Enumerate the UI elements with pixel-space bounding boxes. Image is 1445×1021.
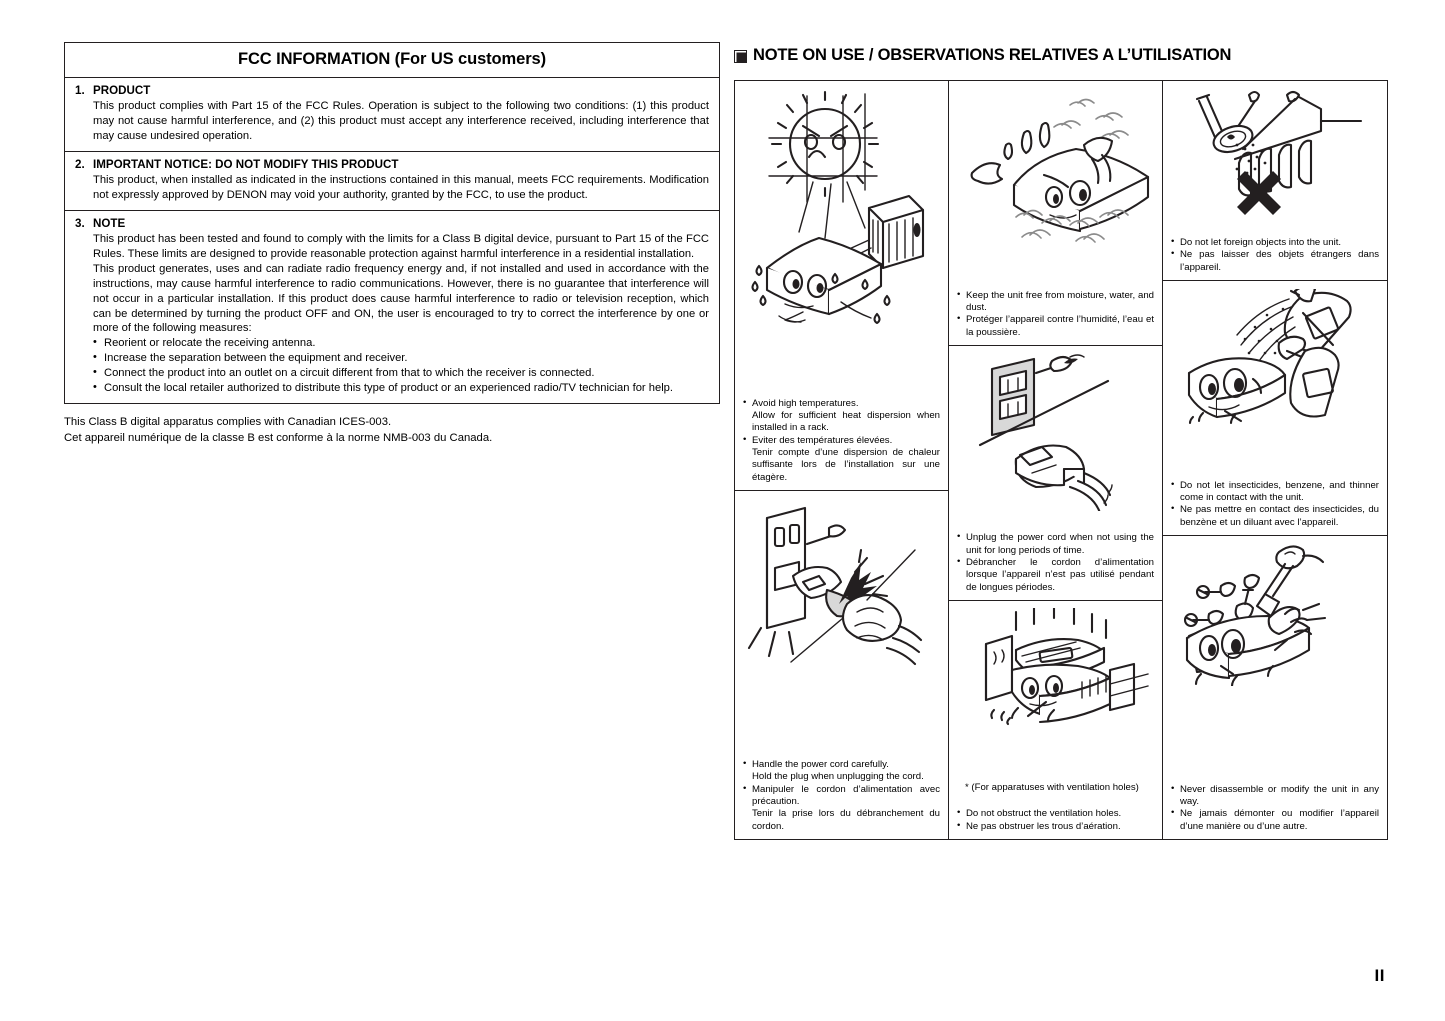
fcc-section-heading [75,158,709,171]
fcc-measures-list [93,336,709,396]
fcc-section-product [65,78,719,152]
list-item: • Consult the local retailer authorized to distribute this type of product or an experienced radio/TV technician for help. [93,381,709,396]
ices-statement-en: This Class B digital apparatus complies with Canadian ICES-003. [64,416,392,428]
fcc-paragraph: This product complies with Part 15 of the FCC Rules. Operation is subject to the following two conditions: (1) this product may not cause harmful interference, and (2) this product must accept any interference received, including interference that may cause undesired operation. [93,100,709,142]
caption-fr: • Protéger l’appareil contre l’humidité, l’eau et la poussière. [957,314,1154,339]
note-caption-foreign-objects [1171,237,1379,274]
caption-fr: • Manipuler le cordon d’alimentation avec précaution. Tenir la prise lors du débranchement du cordon. [743,784,940,833]
note-panel-never-disassemble [1163,536,1387,839]
caption-fr: • Ne pas obstruer les trous d’aération. [957,821,1154,833]
caption-fr: • Débrancher le cordon d’alimentation lorsque l’appareil n’est pas utilisé pendant de longues périodes. [957,557,1154,594]
page-number: II [1374,966,1385,985]
ices-statement-fr: Cet appareil numérique de la classe B est conforme à la norme NMB-003 du Canada. [64,432,493,445]
spray-cans-aimed-at-unit-illustration [1171,287,1379,457]
caption-en: • Handle the power cord carefully. Hold the plug when unplugging the cord. [743,759,940,784]
fcc-section-title: NOTE [93,216,126,230]
note-panel-unplug-power-cord [949,346,1162,601]
caption-en: • Do not obstruct the ventilation holes. [957,808,1154,820]
fcc-section-body [75,173,709,203]
ventilation-star-note: * (For apparatuses with ventilation holes) [965,782,1139,794]
fcc-section-title: PRODUCT [93,84,151,97]
note-panel-high-temperatures [735,81,948,491]
caption-fr-sub: Tenir la prise lors du débranchement du cordon. [752,808,940,832]
fcc-section-title: IMPORTANT NOTICE: DO NOT MODIFY THIS PRODUCT [93,157,399,171]
note-column-2 [949,81,1163,839]
note-caption-handle-power-cord [743,759,940,833]
screwdriver-disassembling-unit-illustration [1171,542,1379,687]
note-on-use-grid [734,80,1388,840]
caption-fr: • Eviter des températures élevées. Tenir compte d’une dispersion de chaleur suffisante lors de l’installation sur une étagère. [743,435,940,484]
caption-en: • Do not let insecticides, benzene, and thinner come in contact with the unit. [1171,480,1379,505]
nails-coins-pins-into-vents-illustration [1171,87,1379,227]
fcc-paragraph: This product has been tested and found to comply with the limits for a Class B digital device, pursuant to Part 15 of the FCC Rules. These limits are designed to provide reasonable protection against harmful interference in a residential installation. [93,232,709,260]
fcc-section-heading [75,84,709,97]
book-blocking-unit-vents-illustration [957,607,1154,727]
caption-fr: • Ne pas laisser des objets étrangers dans l’appareil. [1171,249,1379,274]
caption-en: • Keep the unit free from moisture, water, and dust. [957,290,1154,315]
note-panel-moisture [949,81,1162,346]
sun-heater-melting-unit-illustration [743,87,940,342]
fcc-section-number: 1. [75,84,85,97]
caption-en: • Unplug the power cord when not using the unit for long periods of time. [957,532,1154,557]
fcc-paragraph: This product generates, uses and can radiate radio frequency energy and, if not installed and used in accordance with the instructions, may cause harmful interference to radio communications. However, there is no guarantee that interference will not occur in a particular installation. If this product does cause harmful interference to radio or television reception, which can be determined by turning the product OFF and ON, the user is encouraged to try to correct the interference by one or more of the following measures: [93,262,709,335]
note-column-1 [735,81,949,839]
note-column-3 [1163,81,1387,839]
note-panel-insecticides [1163,281,1387,536]
note-caption-insecticides [1171,480,1379,529]
note-caption-never-disassemble [1171,784,1379,833]
caption-fr: • Ne pas mettre en contact des insecticides, du benzène et un diluant avec l’appareil. [1171,504,1379,529]
note-caption-unplug-power-cord [957,532,1154,594]
caption-fr: • Ne jamais démonter ou modifier l’appareil d’une manière ou d’une autre. [1171,808,1379,833]
caption-en-sub: Hold the plug when unplugging the cord. [752,771,924,783]
caption-en: • Avoid high temperatures. Allow for sufficient heat dispersion when installed in a rack. [743,398,940,435]
fcc-section-heading [75,217,709,230]
fcc-title: FCC INFORMATION (For US customers) [65,43,719,78]
caption-en: • Do not let foreign objects into the unit. [1171,237,1379,249]
list-item: • Connect the product into an outlet on a circuit different from that to which the receiver is connected. [93,366,709,381]
unit-splashed-with-water-illustration [957,87,1154,262]
note-on-use-heading [734,46,1231,65]
fcc-information-box [64,42,720,404]
list-item: • Increase the separation between the equipment and receiver. [93,351,709,366]
note-caption-ventilation-holes [957,782,1154,833]
fcc-section-number: 2. [75,157,85,171]
wall-outlet-with-unplugged-cord-illustration [957,352,1154,512]
note-caption-high-temperatures [743,398,940,484]
caption-fr-sub: Tenir compte d’une dispersion de chaleur suffisante lors de l’installation sur une étagère. [752,447,940,483]
filled-square-bullet-icon [734,50,747,63]
caption-en: • Never disassemble or modify the unit in any way. [1171,784,1379,809]
note-panel-handle-power-cord [735,491,948,839]
note-panel-ventilation-holes [949,601,1162,839]
fcc-section-important-notice [65,152,719,211]
canadian-ices-statement [64,414,724,446]
fcc-paragraph: This product, when installed as indicated in the instructions contained in this manual, meets FCC requirements. Modification not expressly approved by DENON may void your authority, granted by the FCC, to use the product. [93,173,709,201]
note-on-use-heading-text: NOTE ON USE / OBSERVATIONS RELATIVES A L’UTILISATION [753,46,1232,64]
note-caption-moisture [957,290,1154,339]
fcc-section-body [75,232,709,396]
note-panel-foreign-objects [1163,81,1387,281]
list-item: • Reorient or relocate the receiving antenna. [93,336,709,351]
hand-pulling-cord-from-outlet-illustration [743,497,940,712]
fcc-section-body [75,99,709,144]
caption-en-sub: Allow for sufficient heat dispersion when installed in a rack. [752,410,940,434]
fcc-section-number: 3. [75,216,85,230]
fcc-section-note [65,211,719,403]
